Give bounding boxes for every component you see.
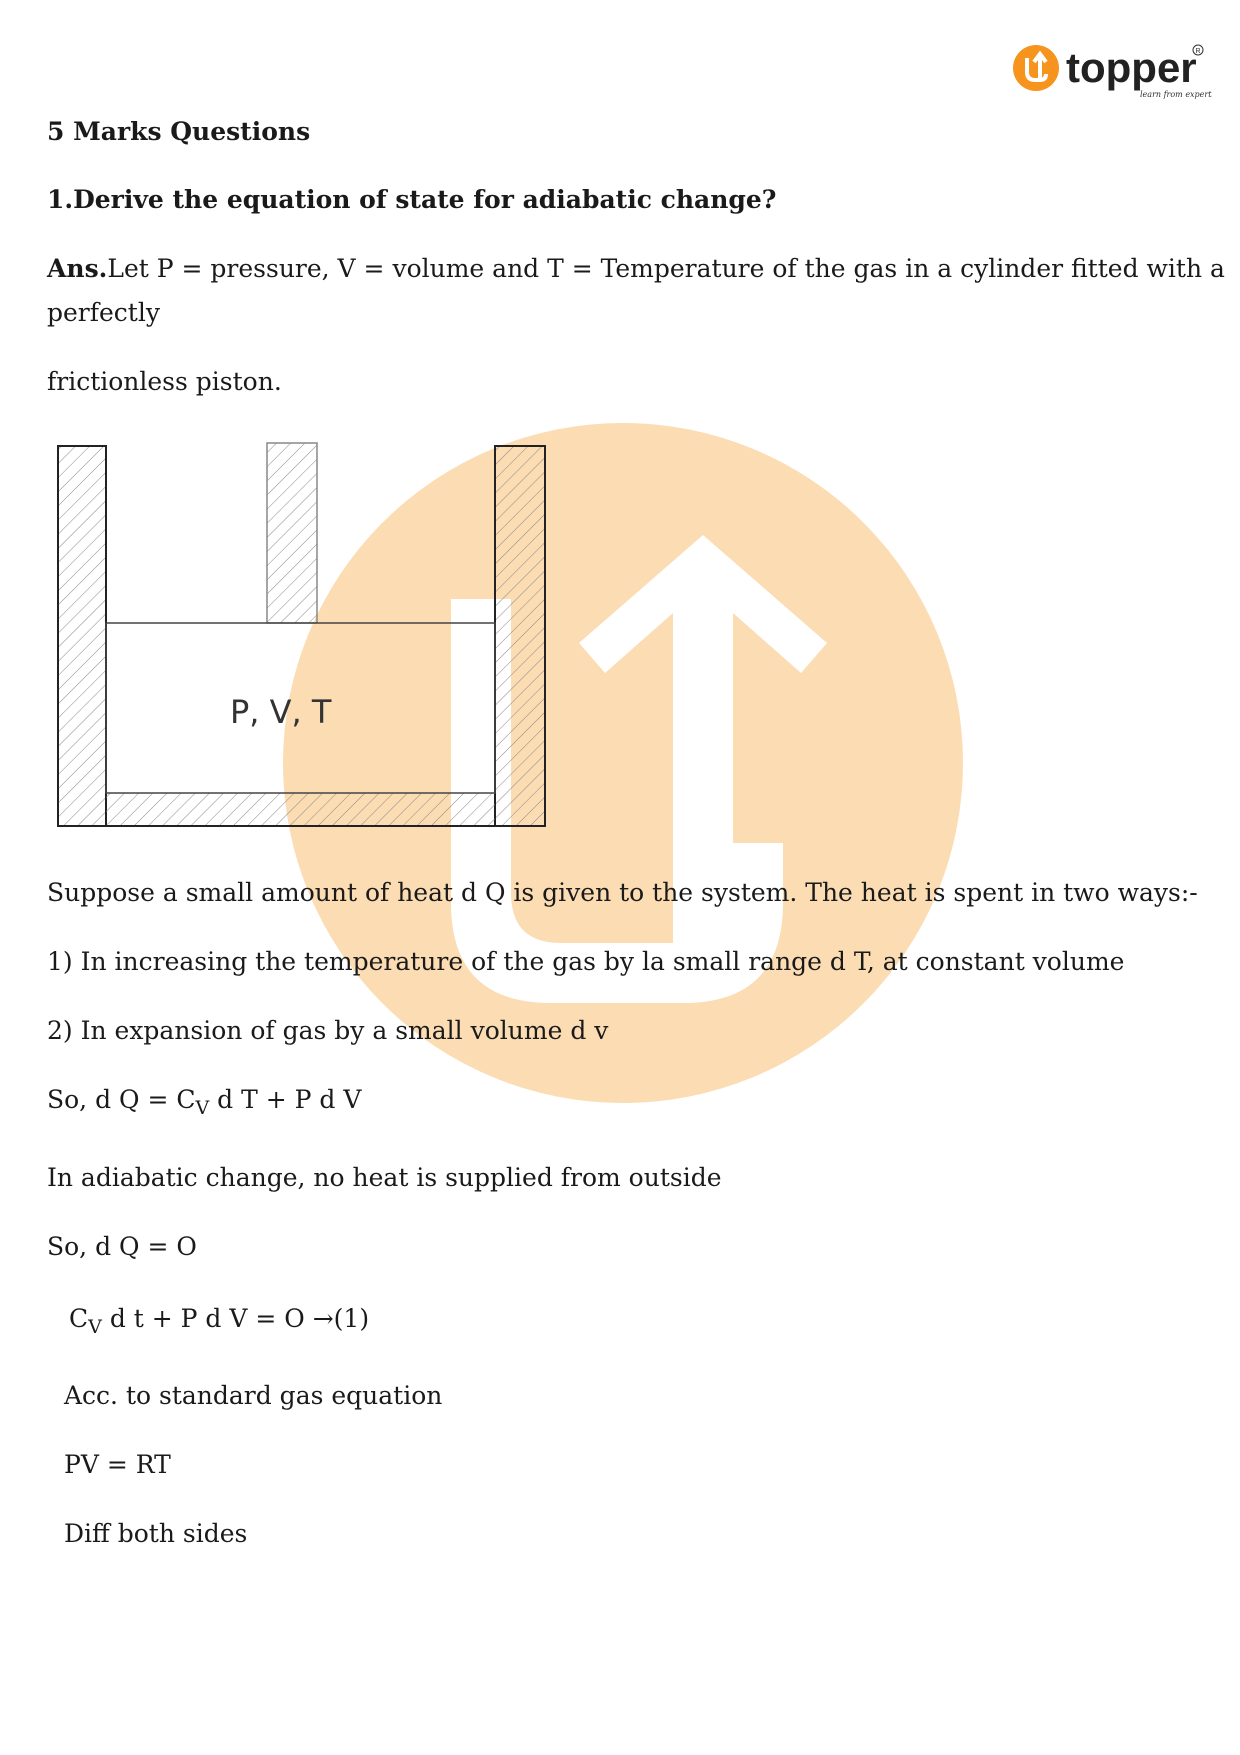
gas-equation: PV = RT [64,1450,171,1479]
cylinder-wall-left [58,446,106,826]
answer-line-3: frictionless piston. [47,367,282,396]
equation-zero-heat: So, d Q = O [47,1232,197,1261]
gas-state-label: P, V, T [230,693,332,731]
piston-rod [267,443,317,623]
equation-one: $C_V$ d t + P d V = O →(1) [69,1304,370,1338]
cylinder-base [58,793,545,826]
way-one: 1) In increasing the temperature of the gas by la small range d T, at constant volume [47,947,1125,976]
answer-line-2: perfectly [47,298,160,327]
differentiate-text: Diff both sides [64,1519,248,1548]
section-heading: 5 Marks Questions [47,117,311,146]
piston-cylinder-diagram [55,438,555,838]
svg-text:R: R [1195,48,1201,55]
brand-logo [1012,40,1212,102]
brand-name: topper [1066,44,1197,91]
brand-tagline: learn from experts [1140,90,1212,99]
adiabatic-statement: In adiabatic change, no heat is supplied from outside [47,1163,722,1192]
answer-text: Let P = pressure, V = volume and T = Temperature of the gas in a cylinder fitted with a [107,254,1225,283]
answer-line-1 [47,247,1225,291]
brand-logo-icon [1013,45,1059,91]
equation-heat: So, d $Q = C_V$ d T + P d V [47,1085,362,1119]
way-two: 2) In expansion of gas by a small volume d v [47,1016,609,1045]
answer-label: Ans. [47,254,108,283]
cylinder-wall-right [495,446,545,826]
question-text: 1.Derive the equation of state for adiabatic change? [47,185,777,214]
heat-description: Suppose a small amount of heat d Q is given to the system. The heat is spent in two ways:- [47,878,1198,907]
gas-equation-intro: Acc. to standard gas equation [64,1381,443,1410]
